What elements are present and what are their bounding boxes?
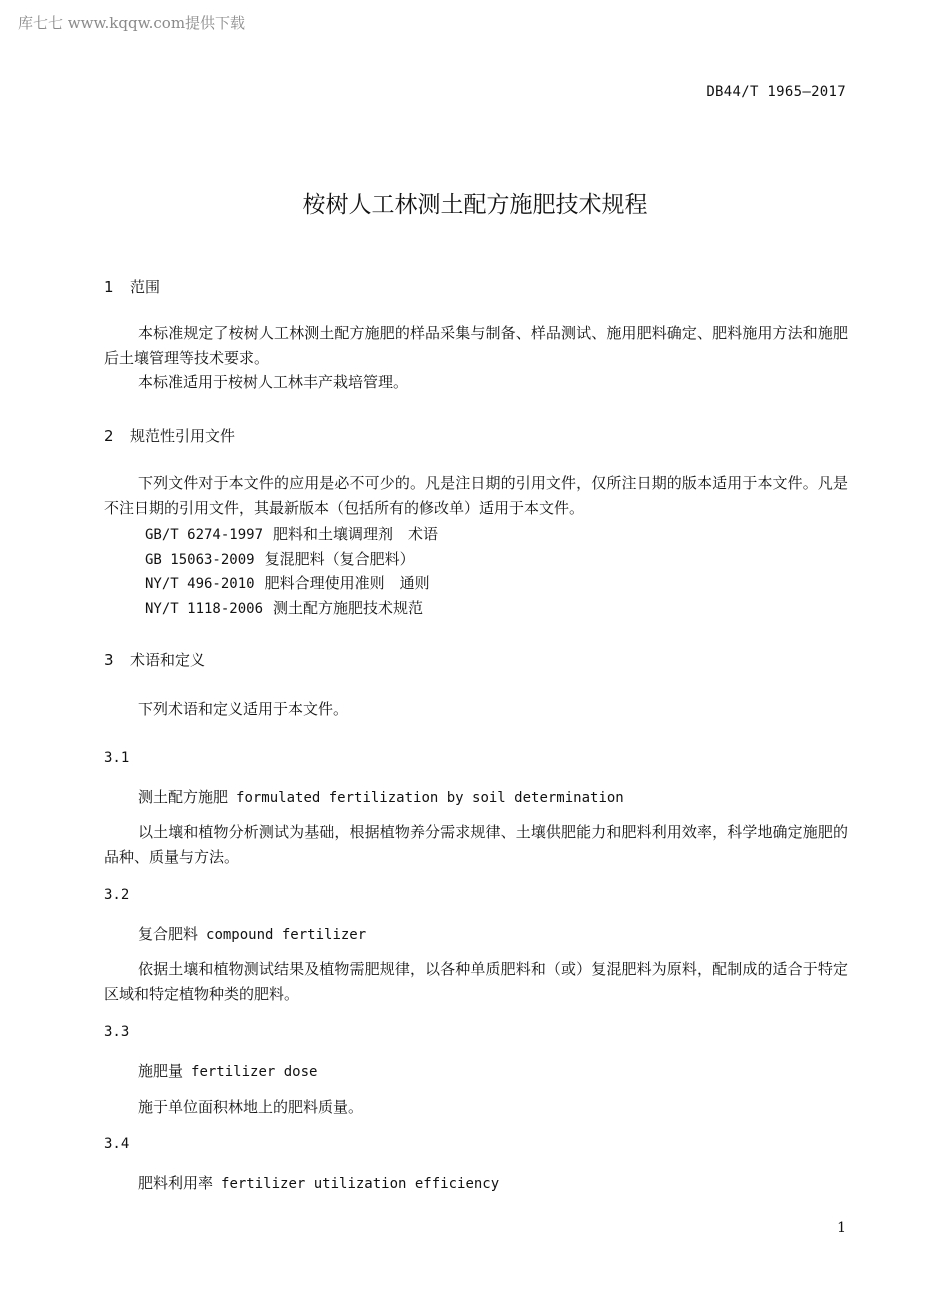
section-3-intro: 下列术语和定义适用于本文件。 (138, 700, 349, 718)
reference-code: NY/T 1118-2006 (145, 601, 264, 617)
term-heading (138, 1060, 317, 1081)
term-number: 3.4 (104, 1136, 130, 1152)
term-chinese: 复合肥料 (138, 925, 199, 943)
reference-item (145, 572, 430, 593)
term-definition: 施于单位面积林地上的肥料质量。 (138, 1098, 364, 1116)
reference-item (145, 548, 415, 569)
section-2-paragraph-1: 下列文件对于本文件的应用是必不可少的。凡是注日期的引用文件，仅所注日期的版本适用于本文件。凡是不注日期的引用文件，其最新版本（包括所有的修改单）适用于本文件。 (104, 474, 848, 517)
section-3-heading (104, 649, 205, 670)
section-title: 规范性引用文件 (130, 427, 236, 445)
term-number: 3.1 (104, 750, 130, 766)
term-chinese: 肥料利用率 (138, 1174, 214, 1192)
reference-title: 复混肥料（复合肥料） (264, 550, 415, 568)
term-number: 3.3 (104, 1024, 130, 1040)
section-number: 3 (104, 651, 114, 669)
watermark-text: 库七七 www.kqqw.com提供下载 (18, 14, 246, 32)
reference-code: GB 15063-2009 (145, 552, 255, 568)
term-heading (138, 786, 624, 807)
term-english: compound fertilizer (206, 927, 367, 943)
reference-title: 测土配方施肥技术规范 (273, 599, 424, 617)
section-2-heading (104, 425, 235, 446)
section-1-paragraph-2: 本标准适用于桉树人工林丰产栽培管理。 (138, 373, 409, 391)
term-chinese: 测土配方施肥 (138, 788, 229, 806)
page-title: 桉树人工林测土配方施肥技术规程 (302, 192, 648, 218)
term-definition: 以土壤和植物分析测试为基础，根据植物养分需求规律、土壤供肥能力和肥料利用效率，科学地确定施肥的品种、质量与方法。 (104, 823, 848, 866)
reference-title: 肥料合理使用准则 通则 (264, 574, 430, 592)
term-english: fertilizer dose (191, 1064, 318, 1080)
term-heading (138, 923, 366, 944)
term-english: fertilizer utilization efficiency (221, 1176, 500, 1192)
document-number: DB44/T 1965—2017 (706, 84, 846, 100)
term-number: 3.2 (104, 887, 130, 903)
reference-code: GB/T 6274-1997 (145, 527, 264, 543)
term-heading (138, 1172, 499, 1193)
page-number: 1 (837, 1220, 846, 1236)
section-title: 范围 (130, 278, 161, 296)
reference-title: 肥料和土壤调理剂 术语 (273, 525, 439, 543)
term-chinese: 施肥量 (138, 1062, 184, 1080)
reference-item (145, 523, 438, 544)
section-number: 2 (104, 427, 114, 445)
section-1-heading (104, 276, 160, 297)
reference-item (145, 597, 423, 618)
section-title: 术语和定义 (130, 651, 206, 669)
section-number: 1 (104, 278, 114, 296)
term-english: formulated fertilization by soil determination (236, 790, 624, 806)
term-definition: 依据土壤和植物测试结果及植物需肥规律，以各种单质肥料和（或）复混肥料为原料，配制成的适合于特定区域和特定植物种类的肥料。 (104, 960, 848, 1003)
section-1-paragraph-1: 本标准规定了桉树人工林测土配方施肥的样品采集与制备、样品测试、施用肥料确定、肥料施用方法和施肥后土壤管理等技术要求。 (104, 324, 848, 367)
reference-code: NY/T 496-2010 (145, 576, 255, 592)
